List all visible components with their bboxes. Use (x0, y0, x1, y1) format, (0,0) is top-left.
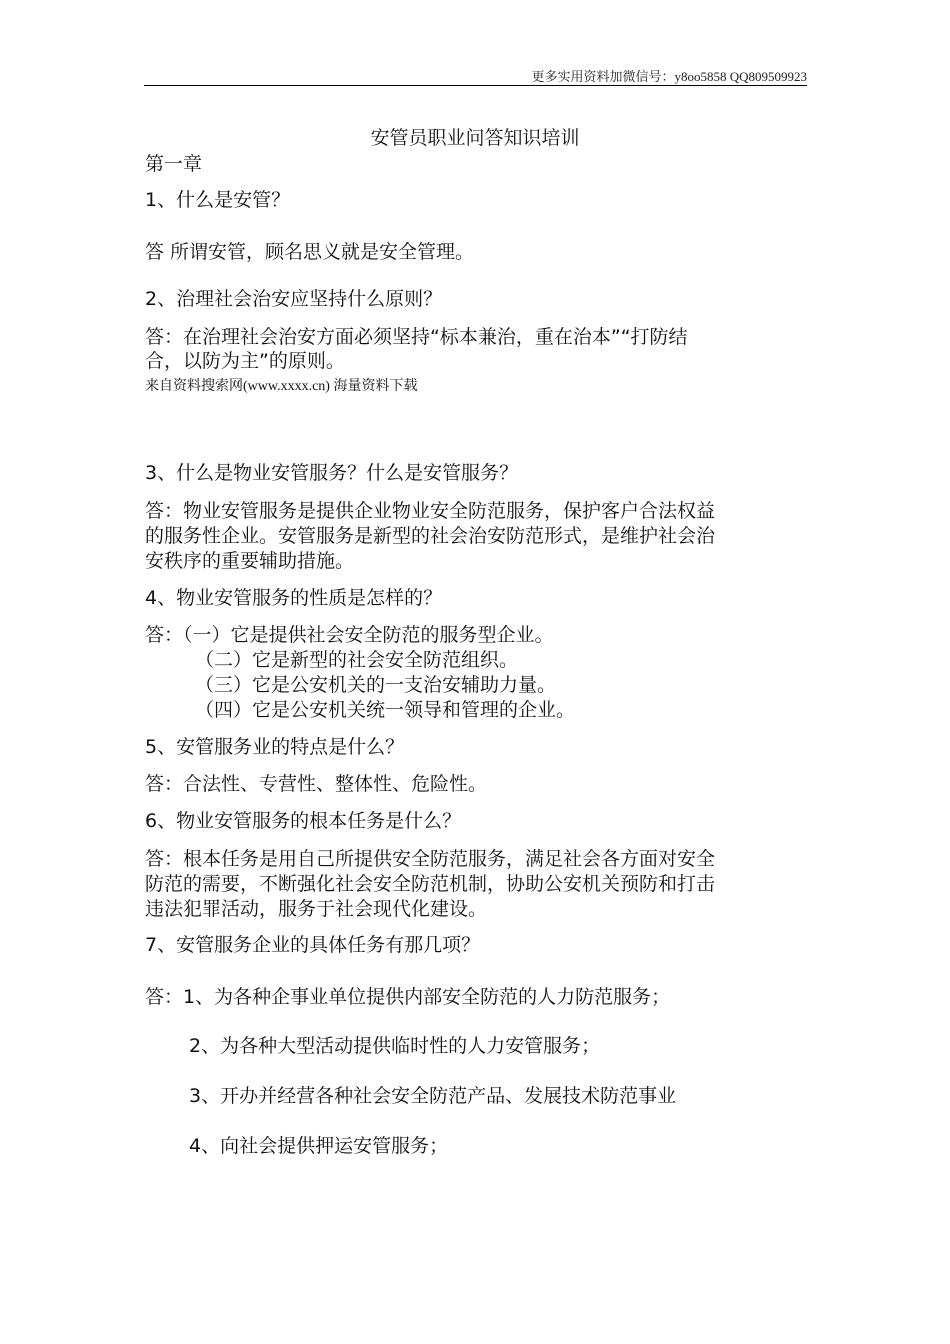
answer-7-line-1: 答：1、为各种企事业单位提供内部安全防范的人力防范服务； (145, 986, 671, 1008)
question-1: 1、什么是安管？ (145, 189, 291, 211)
answer-7-line-4: 4、向社会提供押运安管服务； (189, 1135, 449, 1157)
answer-2-line-2: 合，以防为主”的原则。 (145, 350, 345, 372)
page-header: 更多实用资料加微信号：y8oo5858 QQ809509923 (531, 69, 807, 84)
question-3: 3、什么是物业安管服务？什么是安管服务？ (145, 462, 519, 484)
answer-6-line-3: 违法犯罪活动，服务于社会现代化建设。 (145, 898, 488, 920)
answer-7-line-2: 2、为各种大型活动提供临时性的人力安管服务； (189, 1035, 601, 1057)
answer-6-line-2: 防范的需要，不断强化社会安全防范机制，协助公安机关预防和打击 (145, 873, 716, 895)
question-7: 7、安管服务企业的具体任务有那几项？ (145, 934, 481, 956)
answer-4-line-2: （二）它是新型的社会安全防范组织。 (195, 649, 519, 671)
answer-7-line-3: 3、开办并经营各种社会安全防范产品、发展技术防范事业 (189, 1085, 677, 1107)
answer-4-line-3: （三）它是公安机关的一支治安辅助力量。 (195, 674, 557, 696)
question-4: 4、物业安管服务的性质是怎样的？ (145, 587, 443, 609)
chapter-heading: 第一章 (145, 153, 203, 175)
answer-2-line-1: 答：在治理社会治安方面必须坚持“标本兼治，重在治本”“打防结 (145, 326, 688, 348)
answer-3-line-2: 的服务性企业。安管服务是新型的社会治安防范形式，是维护社会治 (145, 525, 716, 547)
question-5: 5、安管服务业的特点是什么？ (145, 736, 405, 758)
header-divider (144, 85, 807, 86)
answer-6-line-1: 答：根本任务是用自己所提供安全防范服务，满足社会各方面对安全 (145, 848, 716, 870)
question-2: 2、治理社会治安应坚持什么原则？ (145, 288, 443, 310)
answer-3-line-1: 答：物业安管服务是提供企业物业安全防范服务，保护客户合法权益 (145, 500, 716, 522)
answer-1: 答 所谓安管，顾名思义就是安全管理。 (145, 241, 475, 263)
answer-3-line-3: 安秩序的重要辅助措施。 (145, 550, 355, 572)
question-6: 6、物业安管服务的根本任务是什么？ (145, 810, 462, 832)
source-note: 来自资料搜索网(www.xxxx.cn) 海量资料下载 (145, 379, 418, 394)
document-title: 安管员职业问答知识培训 (370, 127, 580, 149)
answer-4-line-1: 答：（一）它是提供社会安全防范的服务型企业。 (145, 624, 554, 646)
answer-4-line-4: （四）它是公安机关统一领导和管理的企业。 (195, 699, 576, 721)
answer-5: 答：合法性、专营性、整体性、危险性。 (145, 773, 488, 795)
